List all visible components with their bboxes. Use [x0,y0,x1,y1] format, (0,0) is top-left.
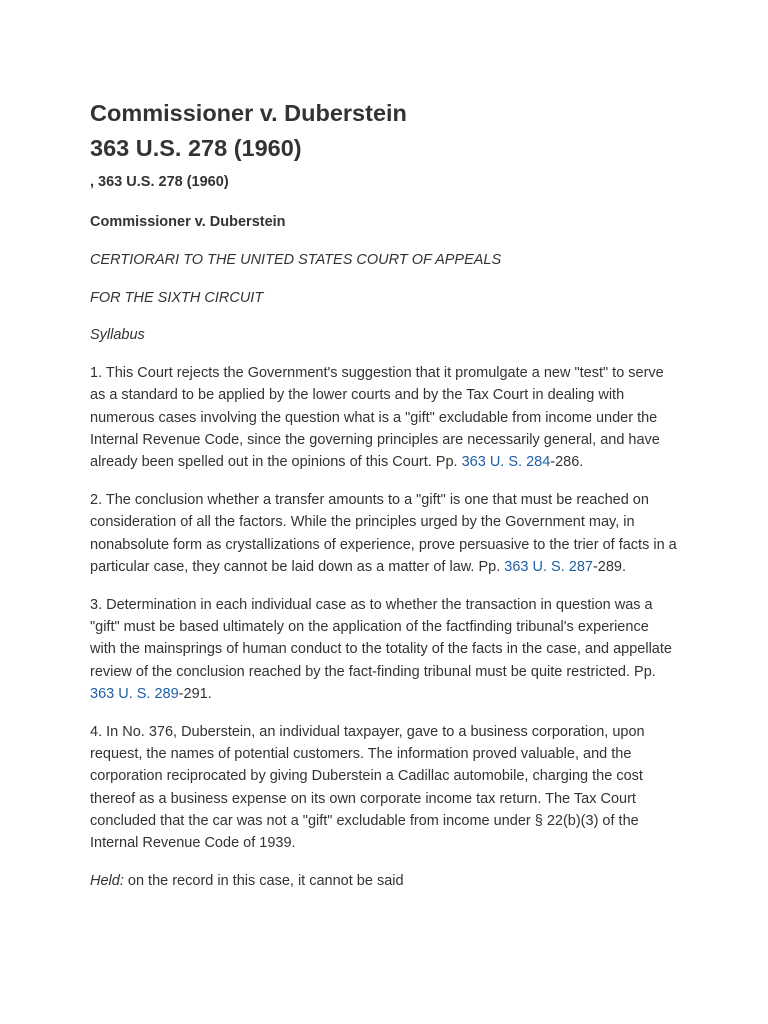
citation-link-284[interactable]: 363 U. S. 284 [461,454,551,471]
syllabus-label: Syllabus [90,327,145,343]
syllabus-paragraph-2 [90,489,678,578]
certiorari-line-1: CERTIORARI TO THE UNITED STATES COURT OF APPEALS [90,252,502,268]
syllabus-paragraph-4: 4. In No. 376, Duberstein, an individual taxpayer, gave to a business corporation, upon request, the names of potential customers. The information proved valuable, and the corporation reciprocated by giving Duberstein a Cadillac automobile, charging the cost thereof as a business expense on its own corporate income tax return. The Tax Court concluded that the car was not a "gift" excludable from income under § 22(b)(3) of the Internal Revenue Code of 1939. [90,723,645,852]
paragraph-1-range: -286. [550,454,584,471]
certiorari-line-2: FOR THE SIXTH CIRCUIT [90,290,264,306]
paragraph-2-range: -289. [592,558,627,575]
held-text: on the record in this case, it cannot be said [123,872,404,889]
case-title-citation: 363 U.S. 278 (1960) [90,135,302,161]
paragraph-1-text: 1. This Court rejects the Government's suggestion that it promulgate a new "test" to serve as a standard to be applied by the lower courts and by the Tax Court in dealing with numerous cases involving the question what is a "gift" excludable from income under the Internal Revenue Code, since the governing principles are necessarily general, and have already been spelled out in the opinions of this Court. Pp. [90,365,664,471]
citation-link-287[interactable]: 363 U. S. 287 [504,558,593,575]
case-title [90,96,678,166]
case-caption: Commissioner v. Duberstein [90,214,286,230]
case-title-name: Commissioner v. Duberstein [90,100,407,126]
paragraph-3-text: 3. Determination in each individual case as to whether the transaction in question was a "gift" must be based ultimately on the application of the factfinding tribunal's experience with the mainsprings of human conduct to the totality of the facts in the case, and appellate review of the conclusion reached by the fact-finding tribunal must be quite restricted. Pp. [90,596,672,680]
sub-citation: , 363 U.S. 278 (1960) [90,174,229,190]
syllabus-paragraph-1 [90,362,678,473]
held-label: Held: [90,872,124,889]
paragraph-2-text: 2. The conclusion whether a transfer amounts to a "gift" is one that must be reached on consideration of all the factors. While the principles urged by the Government may, in nonabsolute form as crystallizations of experience, prove persuasive to the trier of facts in a particular case, they cannot be laid down as a matter of law. Pp. [90,491,677,575]
paragraph-3-range: -291. [178,685,212,702]
held-paragraph [90,870,678,892]
citation-link-289[interactable]: 363 U. S. 289 [90,685,179,702]
syllabus-paragraph-3 [90,594,678,705]
